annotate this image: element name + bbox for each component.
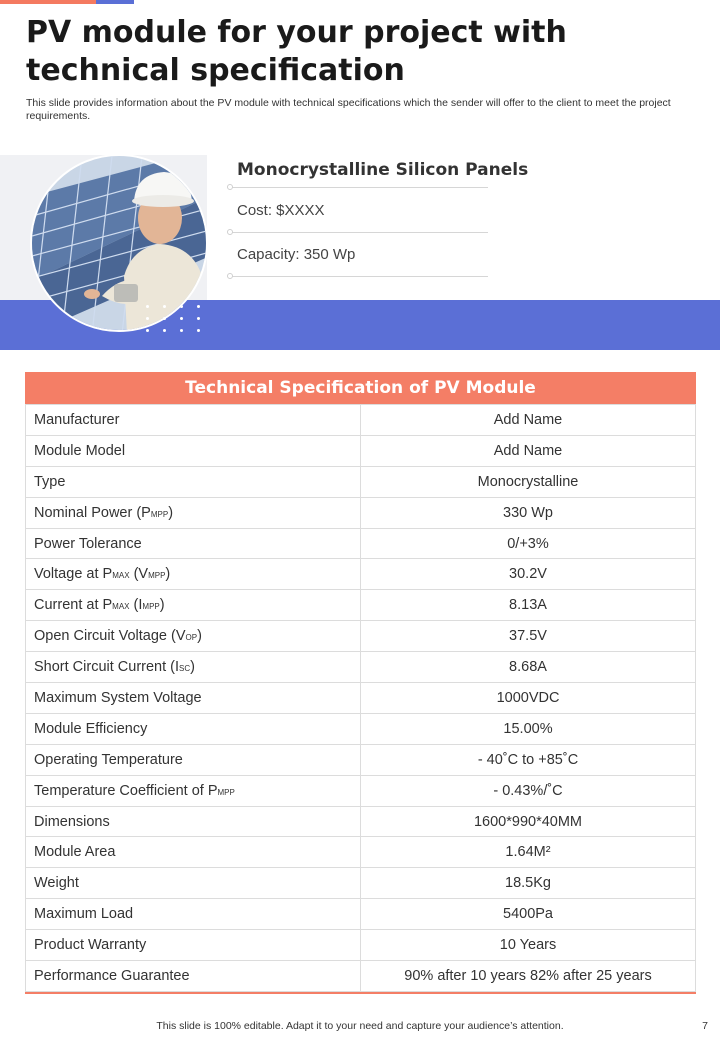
page-subtitle: This slide provides information about the PV module with technical specifications which the sender will offer to the client to meet the project requirements. [26, 97, 671, 122]
spec-label-subscript: MPP [150, 509, 169, 519]
spec-label [26, 559, 361, 590]
spec-label-text: Manufacturer [34, 411, 120, 428]
spec-label [26, 713, 361, 744]
spec-label-text: (V [129, 566, 149, 583]
spec-label-text: Maximum System Voltage [34, 689, 202, 706]
spec-label-text: Weight [34, 875, 79, 892]
product-capacity: Capacity: 350 Wp [237, 246, 356, 263]
spec-label [26, 405, 361, 436]
spec-label [26, 466, 361, 497]
spec-row [26, 528, 696, 559]
spec-label-text: Module Area [34, 844, 116, 861]
spec-label-text: Product Warranty [34, 937, 147, 954]
spec-row [26, 621, 696, 652]
spec-value: Monocrystalline [361, 466, 696, 497]
spec-value: - 0.43%/˚C [361, 775, 696, 806]
spec-table [25, 404, 696, 992]
spec-label [26, 435, 361, 466]
spec-label [26, 621, 361, 652]
spec-row [26, 713, 696, 744]
spec-value: 30.2V [361, 559, 696, 590]
spec-value: Add Name [361, 405, 696, 436]
spec-value: 330 Wp [361, 497, 696, 528]
spec-label [26, 837, 361, 868]
page-title: PV module for your project with technical specification [26, 15, 567, 88]
spec-label-subscript: MPP [217, 787, 235, 797]
spec-label [26, 497, 361, 528]
spec-value: 1600*990*40MM [361, 806, 696, 837]
spec-label [26, 961, 361, 992]
spec-value: 5400Pa [361, 899, 696, 930]
spec-label-text: Operating Temperature [34, 751, 183, 768]
spec-label-text: Current at P [34, 597, 113, 614]
spec-label-subscript: MAX [112, 602, 130, 612]
spec-value: Add Name [361, 435, 696, 466]
spec-value: 15.00% [361, 713, 696, 744]
spec-value: 37.5V [361, 621, 696, 652]
spec-value: 8.13A [361, 590, 696, 621]
spec-label-text: Nominal Power (P [34, 504, 151, 521]
spec-label-text: ) [190, 659, 196, 676]
dot-pattern [146, 305, 206, 335]
spec-label-text: ) [197, 628, 202, 645]
footer-note: This slide is 100% editable. Adapt it to your need and capture your audience’s attention. [156, 1020, 564, 1032]
page-number: 7 [702, 1020, 708, 1032]
spec-value: 90% after 10 years 82% after 25 years [361, 961, 696, 992]
spec-label-text: Performance Guarantee [34, 967, 190, 984]
spec-row [26, 744, 696, 775]
spec-label [26, 652, 361, 683]
product-divider-2 [230, 232, 488, 233]
top-accent-bar [0, 0, 134, 4]
spec-label [26, 775, 361, 806]
spec-row [26, 559, 696, 590]
product-divider-1 [230, 187, 488, 188]
spec-label [26, 868, 361, 899]
spec-label-subscript: MPP [142, 602, 160, 612]
spec-label [26, 528, 361, 559]
spec-row [26, 837, 696, 868]
spec-row [26, 590, 696, 621]
spec-label [26, 899, 361, 930]
spec-label-subscript: MAX [112, 571, 130, 581]
spec-value: 8.68A [361, 652, 696, 683]
spec-label-text: Maximum Load [34, 906, 134, 923]
spec-label-text: Power Tolerance [34, 535, 142, 552]
accent-blue-segment [96, 0, 134, 4]
spec-label [26, 590, 361, 621]
spec-label-text: Dimensions [34, 813, 110, 830]
spec-label-text: Voltage at P [34, 566, 113, 583]
spec-label-text: Module Efficiency [34, 720, 148, 737]
product-divider-3 [230, 276, 488, 277]
spec-table-bottom-rule [25, 992, 696, 994]
spec-row [26, 961, 696, 992]
spec-label-subscript: OP [185, 633, 198, 643]
spec-row [26, 806, 696, 837]
spec-value: 1000VDC [361, 683, 696, 714]
spec-label-subscript: MPP [148, 571, 166, 581]
spec-label [26, 806, 361, 837]
product-cost: Cost: $XXXX [237, 202, 325, 219]
spec-label [26, 744, 361, 775]
spec-row [26, 435, 696, 466]
spec-table-header: Technical Specification of PV Module [25, 372, 696, 404]
spec-label-text: (I [129, 597, 143, 614]
accent-orange-segment [0, 0, 96, 4]
spec-label [26, 683, 361, 714]
spec-row [26, 683, 696, 714]
spec-label-text: Temperature Coefficient of P [34, 782, 218, 799]
spec-label-text: ) [165, 566, 171, 583]
spec-row [26, 899, 696, 930]
spec-label-text: ) [159, 597, 165, 614]
spec-value: 0/+3% [361, 528, 696, 559]
spec-label [26, 930, 361, 961]
spec-table-container [25, 372, 696, 994]
product-name: Monocrystalline Silicon Panels [237, 160, 529, 180]
spec-value: 18.5Kg [361, 868, 696, 899]
spec-label-text: Module Model [34, 442, 126, 459]
spec-row [26, 652, 696, 683]
spec-label-text: ) [168, 504, 174, 521]
spec-row [26, 497, 696, 528]
spec-label-subscript: SC [179, 664, 191, 674]
spec-value: - 40˚C to +85˚C [361, 744, 696, 775]
spec-label-text: Short Circuit Current (I [34, 659, 180, 676]
spec-value: 1.64M² [361, 837, 696, 868]
spec-label-text: Open Circuit Voltage (V [34, 628, 186, 645]
spec-value: 10 Years [361, 930, 696, 961]
spec-row [26, 868, 696, 899]
spec-label-text: Type [34, 473, 66, 490]
spec-row [26, 405, 696, 436]
spec-row [26, 775, 696, 806]
spec-row [26, 930, 696, 961]
spec-row [26, 466, 696, 497]
